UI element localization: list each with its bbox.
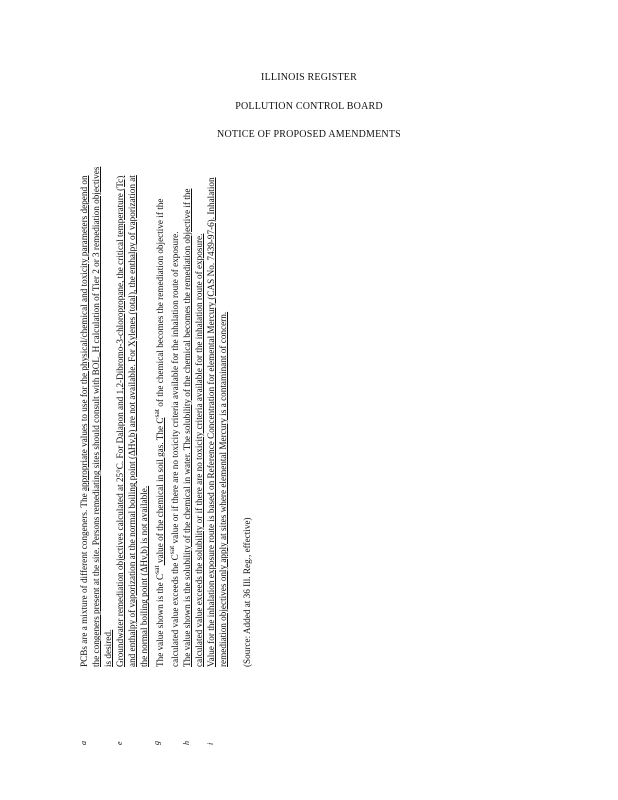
footnote-text-underlined: value of the chemical in soil gas. The C <box>154 417 165 566</box>
footnote-g <box>151 165 181 745</box>
footnote-text-plain: value or if there are no toxicity criteria available for the inhalation route of exposure. <box>169 231 180 546</box>
footnote-text: Value for the inhalation exposure route is based on Reference Concentration for elemental Mercury (CAS No. 7439-97-6). Inhalation remediation objectives only apply at sites where elemental Mercury is a contaminant of concern. <box>206 177 229 667</box>
register-title: ILLINOIS REGISTER <box>261 72 357 83</box>
board-title: POLLUTION CONTROL BOARD <box>235 101 383 112</box>
footnote-letter: i <box>206 742 216 745</box>
footnote-text: The value shown is the solubility of the chemical in water. The solubility of the chemical becomes the remediation objective if the calculated value exceeds the solubility or if there are no toxicity criteria available for the inhalation route of exposure. <box>181 188 204 667</box>
footnote-text-plain: of the chemical becomes the remediation objective if the calculated value exceeds the C <box>154 198 180 667</box>
superscript: sat <box>151 409 161 418</box>
superscript: sat <box>166 545 176 555</box>
footnote-text <box>78 165 114 667</box>
footnote-letter: h <box>181 741 191 745</box>
notice-title: NOTICE OF PROPOSED AMENDMENTS <box>217 129 401 140</box>
footnote-letter: e <box>115 741 125 745</box>
superscript: sat <box>151 565 161 574</box>
footnote-text-plain: PCBs are a mixture of different congeners. The <box>79 491 89 667</box>
rotated-footnotes <box>78 165 253 745</box>
footnote-text: Groundwater remediation objectives calculated at 25°C. For Dalapon and 1,2-Dibromo-3-chloropropane, the critical temperature (Tc) and enthalpy of vaporization at the normal boiling point (ΔHv,b) are not available. For Xylenes (total), the enthalpy of vaporization at the normal boiling point (ΔHv,b) is not available. <box>115 175 150 667</box>
footnote-i <box>205 165 229 745</box>
source-part: , effective <box>242 520 253 558</box>
footnote-text-plain: The value shown is the C <box>154 573 165 667</box>
source-part: ) <box>242 517 253 521</box>
footnote-text-underlined: appropriate values to use for the physical/chemical and toxicity parameters depend on the congeners present at the site. Persons remediating sites should consult with BOL_H calculation of Tier 2 or 3 remediation objectives is desired. <box>79 166 114 667</box>
footnote-text <box>151 165 181 667</box>
footnote-a <box>78 165 114 745</box>
footnote-h <box>181 165 205 745</box>
footnote-letter: g <box>151 741 161 745</box>
footnote-e <box>114 165 150 745</box>
source-note <box>241 165 253 745</box>
footnote-letter: a <box>79 741 88 745</box>
source-part: (Source: Added at 36 Ill. Reg. <box>242 557 253 667</box>
